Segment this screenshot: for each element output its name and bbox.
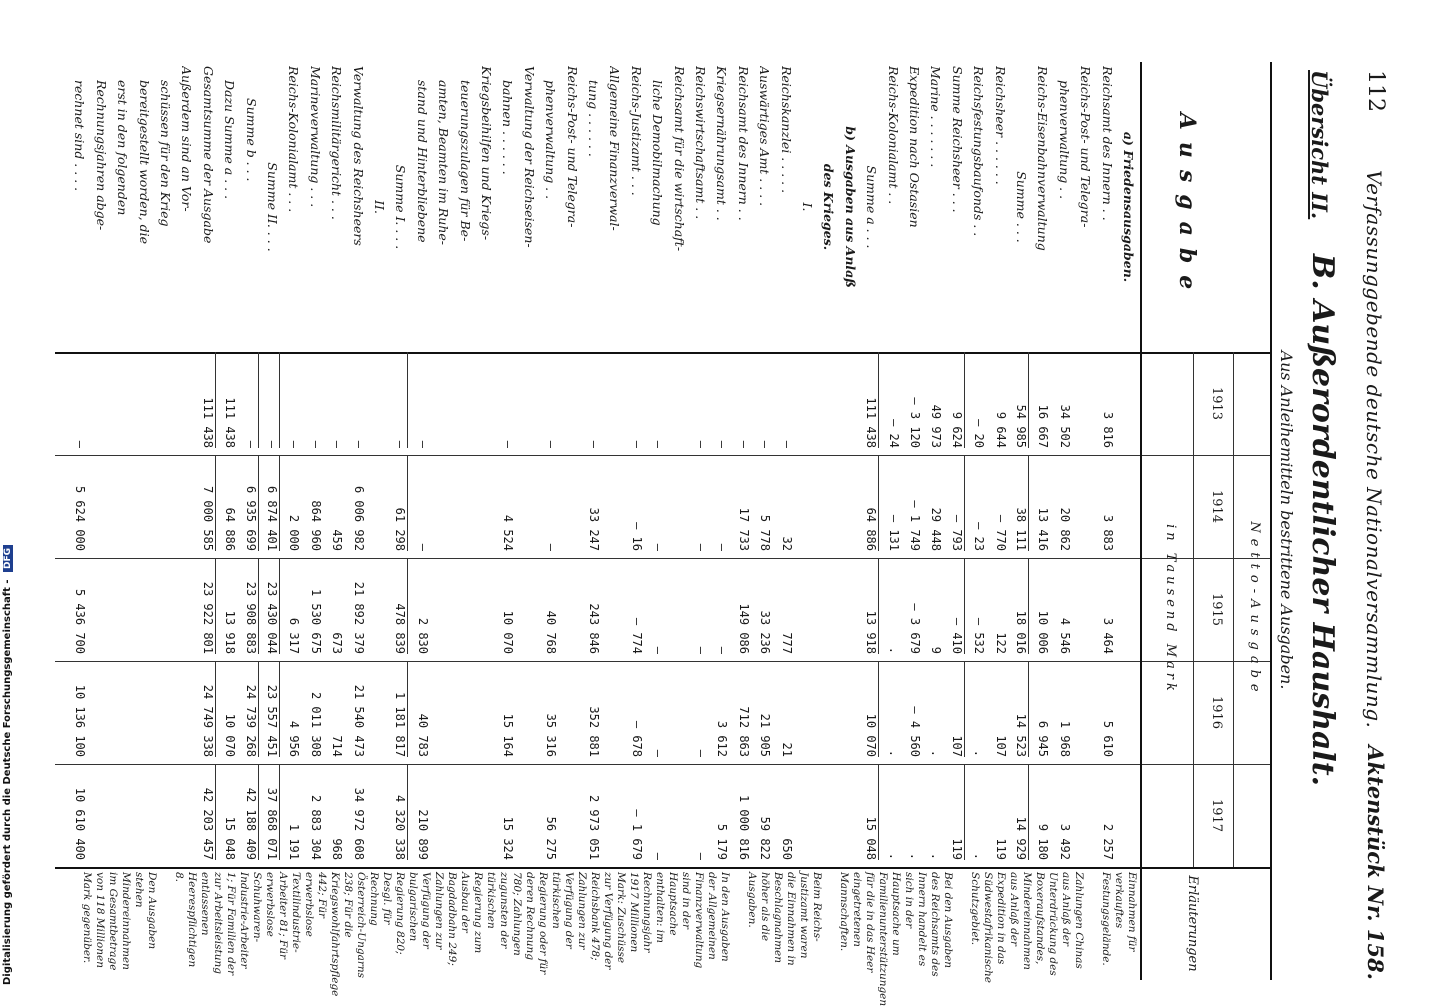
cell-1914: — bbox=[544, 543, 559, 551]
cell-1917: 42 188 409 bbox=[243, 764, 259, 860]
cell-1914: — 23 bbox=[972, 522, 987, 551]
explanations-column bbox=[66, 872, 1138, 1006]
cell-1916: 1 968 bbox=[1057, 720, 1072, 757]
cell-1916: 6 945 bbox=[1036, 720, 1051, 757]
cell-1913: 54 985 bbox=[1013, 352, 1029, 448]
cell-1913: — bbox=[736, 440, 751, 448]
cell-1915: 13 918 bbox=[863, 558, 879, 654]
cell-1914: 38 111 bbox=[1013, 455, 1029, 551]
column-divider bbox=[55, 867, 1270, 869]
cell-1916: 21 540 473 bbox=[351, 684, 366, 757]
cell-1914: — bbox=[415, 543, 430, 551]
cell-1914: — bbox=[694, 543, 708, 551]
explanation-note: Bei den Ausgaben des Reichsamts des Innern handelt es sich in der Hauptsache um Familienunterstützungen für die in das Heer eingetretenen Mannschaften. bbox=[838, 872, 954, 1006]
cell-1913: 111 438 bbox=[200, 352, 216, 448]
cell-1917: 119 bbox=[949, 764, 965, 860]
cell-1914: 5 624 000 bbox=[73, 485, 88, 551]
cell-1915: 4 546 bbox=[1057, 617, 1072, 654]
document-page bbox=[52, 50, 1392, 1006]
row-label: Außerdem sind an Vor- bbox=[179, 66, 195, 212]
cell-1917: 15 048 bbox=[863, 764, 879, 860]
cell-1914: 61 298 bbox=[392, 455, 408, 551]
row-label: Reichsmilitärgericht . . . bbox=[329, 66, 345, 220]
cell-1916: 107 bbox=[949, 661, 965, 757]
row-label: Summe Reichsheer . . . bbox=[949, 66, 965, 213]
cell-1913: — bbox=[392, 352, 408, 448]
year-header: 1917 bbox=[1209, 798, 1224, 833]
row-label: teuerungszulagen für Be- bbox=[457, 80, 473, 242]
year-header: 1915 bbox=[1209, 592, 1224, 627]
cell-1916: 40 783 bbox=[415, 713, 430, 757]
cell-1917: 10 610 400 bbox=[73, 787, 88, 860]
explanation-note: Den Ausgaben stehen Mindereinnahmen im Gesamtbetrage von 118 Millionen Mark gegenüber. bbox=[81, 872, 158, 971]
column-header-ausgabe: Ausgabe bbox=[1174, 112, 1200, 302]
year-header: 1914 bbox=[1209, 489, 1224, 524]
row-label: Rechnungsjahren abge- bbox=[93, 80, 109, 231]
cell-1915: — 410 bbox=[949, 558, 965, 654]
cell-1916: — 4 560 bbox=[908, 706, 922, 757]
cell-1917: 968 bbox=[330, 838, 345, 860]
row-label: rechnet sind . . . . bbox=[72, 80, 88, 192]
cell-1915: . bbox=[886, 646, 901, 654]
row-label: Gesamtsumme der Ausgabe bbox=[200, 66, 216, 244]
row-label: Reichsheer . . . . . . bbox=[992, 66, 1008, 185]
cell-1916: 15 164 bbox=[501, 713, 516, 757]
row-label: Reichs-Eisenbahnverwaltung bbox=[1035, 66, 1051, 251]
cell-1916: — bbox=[694, 749, 708, 757]
cell-1914: 33 247 bbox=[587, 507, 601, 551]
cell-1917: 42 203 457 bbox=[200, 764, 216, 860]
cell-1917: 1 191 bbox=[287, 823, 302, 860]
cell-1914: 6 935 699 bbox=[243, 455, 259, 551]
cell-1917: 1 000 816 bbox=[736, 794, 751, 860]
cell-1916: 21 bbox=[779, 742, 794, 757]
explanation-note: Einnahmen für verkauftes Festungsgelände. bbox=[1100, 872, 1138, 966]
cell-1917: — bbox=[651, 852, 666, 860]
cell-1913: — bbox=[779, 440, 794, 448]
document-reference: Aktenstück Nr. 158. bbox=[1363, 745, 1388, 980]
cell-1914: — 793 bbox=[949, 455, 965, 551]
cell-1916: 4 956 bbox=[287, 720, 302, 757]
cell-1917: 9 180 bbox=[1036, 823, 1051, 860]
row-label: Reichsamt des Innern . . bbox=[735, 66, 751, 221]
cell-1916: 107 bbox=[993, 735, 1008, 757]
cell-1913: — bbox=[758, 440, 773, 448]
cell-1913: 49 973 bbox=[929, 404, 944, 448]
cell-1914: 2 000 bbox=[287, 514, 302, 551]
row-label: Reichsfestungsbaufonds . . bbox=[971, 66, 987, 237]
budget-table bbox=[55, 62, 1272, 1006]
cell-1913: — bbox=[501, 440, 516, 448]
cell-1916: 3 612 bbox=[715, 720, 730, 757]
cell-1913: — bbox=[694, 440, 708, 448]
row-label: amten, Beamten im Ruhe- bbox=[436, 80, 452, 246]
dfg-logo: DFG bbox=[3, 545, 13, 572]
row-label: Reichs-Kolonialamt . . . bbox=[286, 66, 302, 213]
cell-1913: 9 644 bbox=[993, 411, 1008, 448]
year-header: 1913 bbox=[1209, 386, 1224, 421]
cell-1913: 16 667 bbox=[1036, 404, 1051, 448]
cell-1913: — bbox=[243, 352, 259, 448]
cell-1917: — 1 679 bbox=[629, 809, 644, 860]
cell-1917: — bbox=[694, 852, 708, 860]
row-label: a) Friedensausgaben. bbox=[1121, 131, 1136, 283]
cell-1915: 10 070 bbox=[501, 610, 516, 654]
cell-1914: 6 006 982 bbox=[351, 485, 366, 551]
cell-1917: 2 883 304 bbox=[308, 794, 323, 860]
cell-1915: 673 bbox=[330, 632, 345, 654]
row-label: bereitgestellt worden, die bbox=[136, 80, 152, 245]
cell-1913: — bbox=[651, 440, 666, 448]
cell-1914: 32 bbox=[779, 536, 794, 551]
explanation-note: Beim Reichs-Justizamt waren die Einnahmen in Beschlagnahmen höher als die Ausgaben. bbox=[746, 872, 823, 966]
cell-1917: . bbox=[908, 852, 922, 860]
cell-1917: 5 179 bbox=[715, 823, 730, 860]
cell-1915: 122 bbox=[993, 632, 1008, 654]
cell-1914: 6 874 401 bbox=[264, 455, 280, 551]
cell-1915: 478 839 bbox=[392, 558, 408, 654]
cell-1917: . bbox=[886, 852, 901, 860]
row-label: Allgemeine Finanzverwal- bbox=[607, 66, 623, 231]
cell-1913: 34 502 bbox=[1057, 404, 1072, 448]
cell-1915: 2 830 bbox=[415, 617, 430, 654]
cell-1913: — bbox=[715, 440, 730, 448]
cell-1914: — bbox=[651, 543, 666, 551]
header-rule bbox=[1140, 62, 1142, 980]
cell-1915: — 3 679 bbox=[908, 603, 922, 654]
digitization-note-text: Digitalisierung gefördert durch die Deutsche Forschungsgemeinschaft - bbox=[2, 579, 13, 985]
cell-1917: 37 868 071 bbox=[264, 764, 280, 860]
cell-1915: 10 006 bbox=[1036, 610, 1051, 654]
cell-1914: 4 524 bbox=[501, 514, 516, 551]
row-label: Expedition nach Ostasien bbox=[907, 66, 922, 228]
cell-1916: 24 739 268 bbox=[243, 661, 259, 757]
cell-1913: — bbox=[264, 352, 280, 448]
cell-1917: 119 bbox=[993, 838, 1008, 860]
cell-1916: . bbox=[929, 749, 944, 757]
cell-1915: — bbox=[694, 646, 708, 654]
cell-1915: 149 086 bbox=[736, 603, 751, 654]
cell-1916: 2 011 308 bbox=[308, 691, 323, 757]
year-header: 1916 bbox=[1209, 695, 1224, 730]
section-subtitle: Aus Anleihemitteln bestrittene Ausgaben. bbox=[1277, 350, 1296, 690]
cell-1917: . bbox=[929, 852, 944, 860]
cell-1914: 864 960 bbox=[308, 500, 323, 551]
cell-1914: 459 bbox=[330, 529, 345, 551]
cell-1914: — 16 bbox=[629, 522, 644, 551]
cell-1916: 5 610 bbox=[1100, 720, 1115, 757]
cell-1916: 10 136 100 bbox=[73, 684, 88, 757]
row-label: phenverwaltung . . bbox=[1056, 80, 1072, 200]
row-label: Summe . . . bbox=[1014, 171, 1029, 243]
cell-1916: 714 bbox=[330, 735, 345, 757]
cell-1915: 1 530 675 bbox=[308, 588, 323, 654]
cell-1914: 17 733 bbox=[736, 507, 751, 551]
cell-1914: — 131 bbox=[886, 514, 901, 551]
cell-1913: — bbox=[287, 440, 302, 448]
cell-1916: 1 181 817 bbox=[392, 661, 408, 757]
cell-1915: — 532 bbox=[972, 617, 987, 654]
cell-1917: 15 324 bbox=[501, 816, 516, 860]
cell-1915: — bbox=[715, 646, 730, 654]
cell-1915: 33 236 bbox=[758, 610, 773, 654]
cell-1913: — bbox=[73, 440, 88, 448]
cell-1913: — bbox=[330, 440, 345, 448]
cell-1916: 23 557 451 bbox=[264, 661, 280, 757]
cell-1917: 650 bbox=[779, 838, 794, 860]
cell-1917: . bbox=[972, 852, 987, 860]
header-rule bbox=[1193, 352, 1194, 867]
cell-1916: 35 316 bbox=[544, 713, 559, 757]
cell-1914: — bbox=[715, 543, 730, 551]
cell-1914: 64 886 bbox=[223, 507, 238, 551]
cell-1914: 7 000 585 bbox=[200, 455, 216, 551]
cell-1915: 18 016 bbox=[1013, 558, 1029, 654]
row-label: bahnen . . . . . . bbox=[500, 80, 516, 175]
cell-1915: 243 846 bbox=[587, 603, 601, 654]
overview-label: Übersicht II. bbox=[1307, 70, 1332, 220]
row-label: des Krieges. bbox=[821, 163, 837, 251]
cell-1913: — bbox=[544, 440, 559, 448]
row-label: Kriegsernährungsamt . . bbox=[714, 66, 730, 221]
cell-1913: — 24 bbox=[886, 419, 901, 448]
cell-1916: 14 523 bbox=[1013, 661, 1029, 757]
cell-1913: 9 624 bbox=[949, 352, 965, 448]
cell-1913: 111 438 bbox=[863, 352, 879, 448]
row-label: Summe a . . . bbox=[864, 165, 880, 249]
row-label: Summe II. . . . bbox=[265, 162, 280, 252]
row-label: stand und Hinterbliebene bbox=[414, 80, 430, 243]
cell-1916: — bbox=[651, 749, 666, 757]
cell-1913: — 20 bbox=[972, 419, 987, 448]
cell-1917: 14 929 bbox=[1013, 764, 1029, 860]
cell-1917: 4 320 338 bbox=[392, 764, 408, 860]
column-header-unit: in Tausend Mark bbox=[1163, 524, 1178, 695]
row-label: Reichs-Justizamt . . . bbox=[628, 66, 644, 196]
cell-1916: 21 905 bbox=[758, 713, 773, 757]
cell-1917: 2 257 bbox=[1100, 823, 1115, 860]
row-label: Verwaltung der Reichseisen- bbox=[521, 66, 537, 248]
cell-1914: 3 883 bbox=[1100, 514, 1115, 551]
cell-1914: 5 778 bbox=[758, 514, 773, 551]
row-label: erst in den folgenden bbox=[115, 80, 131, 216]
cell-1917: 15 048 bbox=[223, 816, 238, 860]
cell-1916: 24 749 338 bbox=[200, 661, 216, 757]
cell-1915: 777 bbox=[779, 632, 794, 654]
cell-1915: — 774 bbox=[629, 617, 644, 654]
cell-1916: — 678 bbox=[629, 720, 644, 757]
cell-1915: 3 464 bbox=[1100, 617, 1115, 654]
cell-1916: . bbox=[972, 749, 987, 757]
row-label: Summe b . . . bbox=[243, 98, 259, 182]
row-label: Auswärtiges Amt . . . . bbox=[757, 66, 773, 207]
cell-1914: 20 862 bbox=[1057, 507, 1072, 551]
cell-1915: 6 317 bbox=[287, 617, 302, 654]
cell-1917: 3 492 bbox=[1057, 823, 1072, 860]
cell-1914: 64 886 bbox=[863, 455, 879, 551]
row-label: Verwaltung des Reichsheers bbox=[350, 66, 366, 246]
row-label: Marine . . . . . . . bbox=[928, 66, 944, 168]
cell-1915: 40 768 bbox=[544, 610, 559, 654]
cell-1916: 352 881 bbox=[587, 706, 601, 757]
column-header-erlaeuterungen: Erläuterungen bbox=[1185, 875, 1200, 972]
row-label: II. bbox=[372, 200, 387, 214]
row-label: Summe I. . . . bbox=[393, 164, 409, 250]
cell-1913: 3 816 bbox=[1100, 411, 1115, 448]
cell-1915: 21 892 379 bbox=[351, 581, 366, 654]
row-label: Marineverwaltung . . . bbox=[307, 66, 323, 208]
cell-1913: — bbox=[415, 440, 430, 448]
cell-1916: . bbox=[886, 749, 901, 757]
row-label: Reichskanzlei . . . . . bbox=[778, 66, 794, 194]
cell-1915: 13 918 bbox=[223, 610, 238, 654]
row-label: liche Demobilmachung bbox=[650, 80, 666, 226]
cell-1914: — 1 749 bbox=[908, 500, 922, 551]
column-header-netto: Netto-Ausgabe bbox=[1247, 521, 1262, 698]
cell-1917: 59 822 bbox=[758, 816, 773, 860]
cell-1915: 23 922 801 bbox=[200, 558, 216, 654]
cell-1915: 9 bbox=[929, 646, 944, 654]
cell-1915: 5 436 700 bbox=[73, 588, 88, 654]
cell-1913: — bbox=[587, 440, 601, 448]
digitization-note bbox=[2, 0, 20, 1000]
header-rule bbox=[1233, 352, 1234, 867]
row-label: Reichsamt des Innern . . bbox=[1099, 66, 1115, 221]
cell-1915: 23 430 044 bbox=[264, 558, 280, 654]
page-header bbox=[1352, 50, 1392, 990]
row-label: Dazu Summe a . . . bbox=[222, 80, 238, 200]
row-label: Reichs-Post- und Telegra- bbox=[564, 66, 580, 228]
row-label: Reichswirtschaftsamt . . bbox=[693, 66, 708, 220]
cell-1916: 712 863 bbox=[736, 706, 751, 757]
cell-1916: 10 070 bbox=[863, 661, 879, 757]
cell-1913: — 3 120 bbox=[908, 397, 922, 448]
cell-1913: — bbox=[351, 440, 366, 448]
page-number: 112 bbox=[1363, 70, 1388, 112]
row-label: tung . . . . . . bbox=[586, 80, 601, 157]
explanation-note: In den Ausgaben der Allgemeinen Finanzverwaltung sind in der Hauptsache enthalten: im Rechnungsjahr 1917 Millionen Mark: Zuschüsse zur Verfügung der Reichsbank 478; Zahlungen zur Verfügung der türkischen Regierung oder für deren Rechnung 780; Zahlungen zugunsten der türkischen Regierung zum Ausbau der Bagdadbahn 249; Zahlungen zur Verfügung der bulgarischen Regierung 820; Desgl. für Rechnung Österreich-Ungarns 238; Für die Kriegswohlfahrtspflege 442; Für erwerbslose Textilindustrie-Arbeiter 81; Für erwerbslose Schuhwaren-Industrie-Arbeiter 1; Für Familien der zur Arbeitsleistung entlassenen Heerespflichtigen 8. bbox=[173, 872, 731, 997]
cell-1917: 34 972 608 bbox=[351, 787, 366, 860]
row-label: Reichsamt für die wirtschaft- bbox=[671, 66, 687, 252]
cell-1914: 13 416 bbox=[1036, 507, 1051, 551]
row-label: I. bbox=[800, 202, 815, 212]
row-label: Kriegsbeihilfen und Kriegs- bbox=[479, 66, 494, 241]
cell-1917: 2 973 051 bbox=[587, 794, 601, 860]
row-label: phenverwaltung . . bbox=[543, 80, 559, 200]
cell-1915: 23 908 883 bbox=[243, 558, 259, 654]
cell-1913: 111 438 bbox=[223, 397, 238, 448]
cell-1913: — bbox=[308, 440, 323, 448]
section-title: B. Außerordentlicher Haushalt. bbox=[1305, 253, 1340, 787]
cell-1917: 210 899 bbox=[415, 809, 430, 860]
row-label: Reichs-Post- und Telegra- bbox=[1078, 66, 1094, 228]
cell-1916: 10 070 bbox=[223, 713, 238, 757]
explanation-note: Zahlungen Chinas aus Anlaß der Unterdrückung des Boxeraufstandes, Mindereinnahmen aus Anlaß der Expedition in das Südwestafrikanische Schutzgebiet. bbox=[969, 872, 1085, 983]
cell-1914: — 770 bbox=[993, 514, 1008, 551]
cell-1917: 56 275 bbox=[544, 816, 559, 860]
running-title: Verfassunggebende deutsche Nationalversammlung. bbox=[1362, 170, 1386, 729]
row-label: Reichs-Kolonialamt . . bbox=[885, 66, 901, 205]
cell-1915: — bbox=[651, 646, 666, 654]
cell-1914: 29 448 bbox=[929, 507, 944, 551]
row-label: schüssen für den Krieg bbox=[158, 80, 173, 227]
cell-1913: — bbox=[629, 440, 644, 448]
row-label: b) Ausgaben aus Anlaß bbox=[842, 126, 858, 288]
